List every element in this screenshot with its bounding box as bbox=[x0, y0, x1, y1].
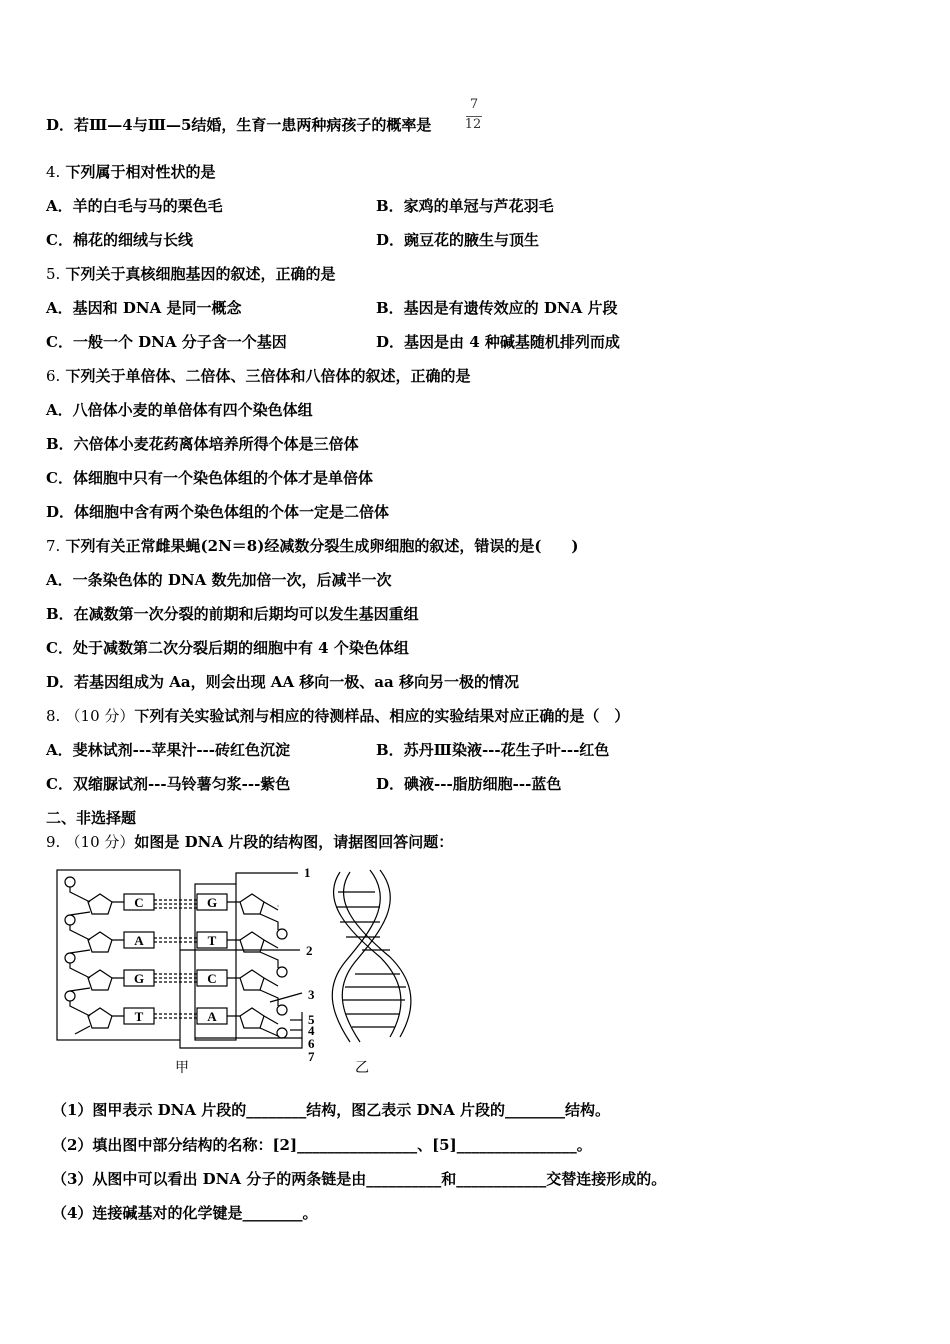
section-title: 二、非选择题 bbox=[46, 809, 137, 827]
question-score: （10 分） bbox=[65, 833, 135, 851]
q7-option-b: B．在减数第一次分裂的前期和后期均可以发生基因重组 bbox=[46, 605, 419, 623]
q6-option-b: B．六倍体小麦花药离体培养所得个体是三倍体 bbox=[46, 435, 359, 453]
q4-option-a: A．羊的白毛与马的栗色毛 bbox=[46, 197, 223, 215]
question-stem: 下列关于单倍体、二倍体、三倍体和八倍体的叙述，正确的是 bbox=[65, 367, 471, 385]
figure-label-jia: 甲 bbox=[175, 1061, 189, 1076]
q4-option-b: B．家鸡的单冠与芦花羽毛 bbox=[376, 197, 554, 215]
base-letter: C bbox=[207, 971, 217, 986]
fraction-numerator: 7 bbox=[469, 97, 479, 112]
question-5-stem bbox=[46, 264, 336, 284]
question-9-stem bbox=[46, 832, 453, 852]
phosphate-circle bbox=[277, 929, 287, 939]
question-6-stem bbox=[46, 366, 471, 386]
question-7-stem bbox=[46, 536, 579, 556]
base-letter: A bbox=[207, 1009, 217, 1024]
callout-number: 2 bbox=[306, 943, 313, 958]
dna-structure-figure bbox=[50, 862, 430, 1077]
q9-sub-1: （1）图甲表示 DNA 片段的________结构，图乙表示 DNA 片段的________结构。 bbox=[52, 1101, 611, 1119]
q4-option-d: D．豌豆花的腋生与顶生 bbox=[376, 231, 540, 249]
deoxyribose-pentagon bbox=[88, 970, 112, 990]
question-stem: 下列关于真核细胞基因的叙述，正确的是 bbox=[65, 265, 336, 283]
question-stem: 下列有关实验试剂与相应的待测样品、相应的实验结果对应正确的是（ ） bbox=[134, 707, 630, 725]
callout-number: 7 bbox=[308, 1049, 315, 1064]
deoxyribose-pentagon bbox=[88, 932, 112, 952]
question-number: 4. bbox=[46, 163, 61, 181]
phosphate-circle bbox=[277, 1005, 287, 1015]
question-number: 6. bbox=[46, 367, 61, 385]
callout-number: 6 bbox=[308, 1036, 315, 1051]
q8-option-b: B．苏丹Ⅲ染液---花生子叶---红色 bbox=[376, 741, 610, 759]
question-score: （10 分） bbox=[65, 707, 135, 725]
base-letter: G bbox=[133, 971, 145, 986]
q6-option-d: D．体细胞中含有两个染色体组的个体一定是二倍体 bbox=[46, 503, 390, 521]
deoxyribose-pentagon bbox=[240, 970, 264, 990]
q6-option-a: A．八倍体小麦的单倍体有四个染色体组 bbox=[46, 401, 313, 419]
deoxyribose-pentagon bbox=[240, 932, 264, 952]
q6-option-c: C．体细胞中只有一个染色体组的个体才是单倍体 bbox=[46, 469, 373, 487]
question-8-stem bbox=[46, 706, 629, 726]
q5-option-a: A．基因和 DNA 是同一概念 bbox=[46, 299, 242, 317]
question-number: 5. bbox=[46, 265, 61, 283]
base-letter: G bbox=[206, 895, 218, 910]
q8-option-c: C．双缩脲试剂---马铃薯匀浆---紫色 bbox=[46, 775, 291, 793]
question-4-stem bbox=[46, 162, 216, 182]
callout-number: 1 bbox=[304, 865, 311, 880]
base-letter: T bbox=[134, 1009, 144, 1024]
phosphate-circle bbox=[65, 915, 75, 925]
q9-sub-4: （4）连接碱基对的化学键是________。 bbox=[52, 1204, 318, 1222]
q7-option-d: D．若基因组成为 Aa，则会出现 AA 移向一极、aa 移向另一极的情况 bbox=[46, 673, 519, 691]
q4-option-c: C．棉花的细绒与长线 bbox=[46, 231, 193, 249]
q5-option-c: C．一般一个 DNA 分子含一个基因 bbox=[46, 333, 287, 351]
q9-sub-2: （2）填出图中部分结构的名称：[2]________________、[5]________________。 bbox=[52, 1136, 592, 1154]
q8-option-a: A．斐林试剂---苹果汁---砖红色沉淀 bbox=[46, 741, 290, 759]
question-stem: 下列属于相对性状的是 bbox=[65, 163, 216, 181]
question-stem: 如图是 DNA 片段的结构图，请据图回答问题： bbox=[134, 833, 454, 851]
phosphate-circle bbox=[65, 877, 75, 887]
q7-option-c: C．处于减数第二次分裂后期的细胞中有 4 个染色体组 bbox=[46, 639, 409, 657]
q9-sub-3: （3）从图中可以看出 DNA 分子的两条链是由__________和____________交替连接形成的。 bbox=[52, 1170, 667, 1188]
deoxyribose-pentagon bbox=[88, 894, 112, 914]
q3-option-d: D．若Ⅲ—4与Ⅲ—5结婚，生育一患两种病孩子的概率是 bbox=[46, 116, 432, 134]
deoxyribose-pentagon bbox=[240, 1008, 264, 1028]
question-stem: 下列有关正常雌果蝇(2N＝8)经减数分裂生成卵细胞的叙述，错误的是( ) bbox=[65, 537, 579, 555]
q5-option-d: D．基因是由 4 种碱基随机排列而成 bbox=[376, 333, 620, 351]
q8-option-d: D．碘液---脂肪细胞---蓝色 bbox=[376, 775, 562, 793]
base-letter: A bbox=[134, 933, 144, 948]
question-number: 7. bbox=[46, 537, 61, 555]
base-letter: C bbox=[134, 895, 144, 910]
helix-strand bbox=[332, 870, 380, 1042]
question-number: 9. bbox=[46, 833, 61, 851]
base-letter: T bbox=[207, 933, 217, 948]
fraction-denominator: 12 bbox=[464, 117, 482, 132]
callout-number: 5 bbox=[308, 1012, 315, 1027]
q7-option-a: A．一条染色体的 DNA 数先加倍一次，后减半一次 bbox=[46, 571, 392, 589]
deoxyribose-pentagon bbox=[88, 1008, 112, 1028]
callout-number: 4 bbox=[308, 1023, 315, 1038]
q5-option-b: B．基因是有遗传效应的 DNA 片段 bbox=[376, 299, 618, 317]
phosphate-circle bbox=[65, 991, 75, 1001]
figure-label-yi: 乙 bbox=[355, 1061, 369, 1076]
phosphate-circle bbox=[277, 1028, 287, 1038]
callout-number: 3 bbox=[308, 987, 315, 1002]
question-number: 8. bbox=[46, 707, 61, 725]
phosphate-circle bbox=[277, 967, 287, 977]
phosphate-circle bbox=[65, 953, 75, 963]
deoxyribose-pentagon bbox=[240, 894, 264, 914]
